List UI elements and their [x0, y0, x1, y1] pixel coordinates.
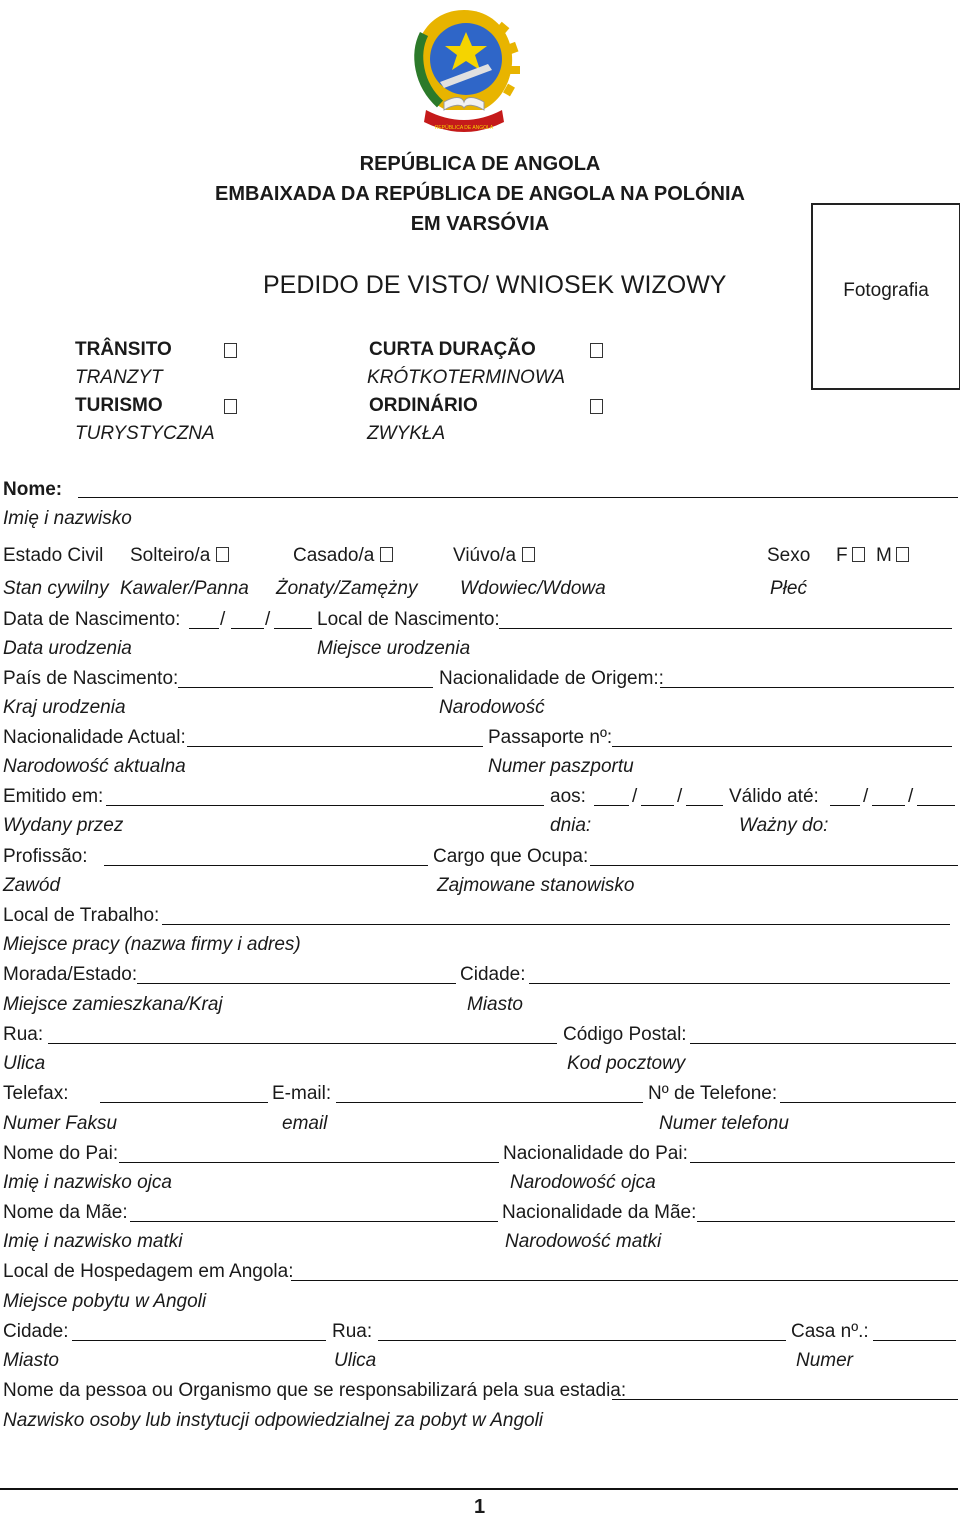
widow-label: Viúvo/a — [453, 545, 517, 566]
profession-label-pl: Zawód — [3, 875, 61, 896]
sex-m-checkbox[interactable] — [896, 547, 909, 562]
cob-label-pl: Kraj urodzenia — [3, 697, 126, 718]
single-option — [130, 545, 229, 567]
email-label: E-mail: — [272, 1083, 332, 1104]
cob-label: País de Nascimento: — [3, 668, 179, 689]
mother-nat-field[interactable] — [697, 1221, 955, 1222]
visa-ordinary-checkbox[interactable] — [590, 399, 603, 414]
dob-month-field[interactable] — [231, 628, 264, 629]
stay-label: Local de Hospedagem em Angola: — [3, 1261, 294, 1282]
stay-street-label: Rua: — [332, 1321, 373, 1342]
postal-label-pl: Kod pocztowy — [567, 1053, 686, 1074]
visa-tourism-label-pl: TURYSTYCZNA — [75, 423, 215, 444]
married-label: Casado/a — [293, 545, 375, 566]
mother-field[interactable] — [130, 1221, 498, 1222]
mother-nat-label-pl: Narodowość matki — [505, 1231, 662, 1252]
passport-field[interactable] — [612, 746, 952, 747]
married-checkbox[interactable] — [380, 547, 393, 562]
workplace-label-pl: Miejsce pracy (nazwa firmy i adres) — [3, 934, 301, 955]
profession-label: Profissão: — [3, 846, 88, 867]
issued-day-field[interactable] — [594, 805, 629, 806]
stay-street-field[interactable] — [378, 1340, 786, 1341]
header-embassy: EMBAIXADA DA REPÚBLICA DE ANGOLA NA POLÓNIA — [215, 183, 745, 205]
photo-box[interactable] — [811, 203, 960, 390]
issued-year-field[interactable] — [686, 805, 723, 806]
name-label: Nome: — [3, 479, 63, 500]
workplace-field[interactable] — [162, 924, 950, 925]
stay-city-label: Cidade: — [3, 1321, 69, 1342]
phone-label-pl: Numer telefonu — [659, 1113, 789, 1134]
name-label-pl: Imię i nazwisko — [3, 508, 132, 529]
sex-m-option — [876, 545, 909, 567]
residence-label-pl: Miejsce zamieszkana/Kraj — [3, 994, 223, 1015]
civil-status-label-pl: Stan cywilny — [3, 578, 109, 599]
passport-label-pl: Numer paszportu — [488, 756, 634, 777]
married-option — [293, 545, 393, 567]
sex-m-label: M — [876, 545, 892, 566]
workplace-label: Local de Trabalho: — [3, 905, 160, 926]
single-label-pl: Kawaler/Panna — [120, 578, 249, 599]
header-republic: REPÚBLICA DE ANGOLA — [359, 153, 601, 175]
mother-nat-label: Nacionalidade da Mãe: — [502, 1202, 697, 1223]
widow-option — [453, 545, 535, 567]
stay-label-pl: Miejsce pobytu w Angoli — [3, 1291, 207, 1312]
mother-label: Nome da Mãe: — [3, 1202, 128, 1223]
page-title-pt: PEDIDO DE VISTO — [263, 271, 483, 299]
nat-origin-field[interactable] — [660, 687, 954, 688]
angola-coat-of-arms-emblem — [406, 4, 522, 142]
stay-city-label-pl: Miasto — [3, 1350, 59, 1371]
responsible-label-pl: Nazwisko osoby lub instytucji odpowiedzialnej za pobyt w Angoli — [3, 1410, 544, 1431]
dob-slash-1: / — [220, 609, 226, 630]
father-nat-label: Nacionalidade do Pai: — [503, 1143, 688, 1164]
page-number: 1 — [474, 1496, 486, 1518]
position-field[interactable] — [590, 865, 958, 866]
married-label-pl: Żonaty/Zamężny — [276, 578, 418, 599]
valid-day-field[interactable] — [830, 805, 860, 806]
single-label: Solteiro/a — [130, 545, 211, 566]
valid-label: Válido até: — [729, 786, 819, 807]
city-label-pl: Miasto — [467, 994, 523, 1015]
profession-field[interactable] — [104, 865, 428, 866]
father-field[interactable] — [119, 1162, 499, 1163]
issued-month-field[interactable] — [641, 805, 674, 806]
page-title — [263, 271, 726, 300]
pob-field[interactable] — [499, 628, 952, 629]
widow-label-pl: Wdowiec/Wdowa — [460, 578, 606, 599]
fax-field[interactable] — [100, 1102, 268, 1103]
issued-slash-2: / — [677, 786, 683, 807]
visa-transit-checkbox[interactable] — [224, 343, 237, 358]
fax-label-pl: Numer Faksu — [3, 1113, 118, 1134]
nat-current-label: Nacionalidade Actual: — [3, 727, 186, 748]
father-label: Nome do Pai: — [3, 1143, 119, 1164]
single-checkbox[interactable] — [216, 547, 229, 562]
city-field[interactable] — [529, 983, 950, 984]
nat-current-label-pl: Narodowość aktualna — [3, 756, 186, 777]
email-field[interactable] — [336, 1102, 643, 1103]
pob-label-pl: Miejsce urodzenia — [317, 638, 471, 659]
valid-slash-1: / — [863, 786, 869, 807]
stay-street-label-pl: Ulica — [334, 1350, 377, 1371]
dob-year-field[interactable] — [274, 628, 312, 629]
valid-month-field[interactable] — [872, 805, 905, 806]
widow-checkbox[interactable] — [522, 547, 535, 562]
phone-label: Nº de Telefone: — [648, 1083, 778, 1104]
position-label-pl: Zajmowane stanowisko — [437, 875, 635, 896]
cob-field[interactable] — [178, 687, 433, 688]
phone-field[interactable] — [780, 1102, 956, 1103]
father-nat-field[interactable] — [690, 1162, 955, 1163]
pob-label: Local de Nascimento: — [317, 609, 500, 630]
issued-label-pl: Wydany przez — [3, 815, 124, 836]
nat-current-field[interactable] — [187, 746, 483, 747]
civil-status-label: Estado Civil — [3, 545, 104, 566]
house-label: Casa nº.: — [791, 1321, 869, 1342]
house-field[interactable] — [873, 1340, 956, 1341]
street-label: Rua: — [3, 1024, 44, 1045]
sex-f-option — [836, 545, 865, 567]
fax-label: Telefax: — [3, 1083, 69, 1104]
position-label: Cargo que Ocupa: — [433, 846, 589, 867]
valid-label-pl: Ważny do: — [739, 815, 829, 836]
sex-label: Sexo — [767, 545, 811, 566]
street-field[interactable] — [48, 1043, 557, 1044]
dob-day-field[interactable] — [189, 628, 219, 629]
visa-short-label-pl: KRÓTKOTERMINOWA — [367, 367, 566, 388]
visa-transit-label: TRÂNSITO — [75, 339, 172, 360]
postal-field[interactable] — [690, 1043, 956, 1044]
residence-field[interactable] — [137, 983, 456, 984]
residence-label: Morada/Estado: — [3, 964, 138, 985]
issued-field[interactable] — [106, 805, 544, 806]
visa-tourism-checkbox[interactable] — [224, 399, 237, 414]
passport-label: Passaporte nº: — [488, 727, 613, 748]
dob-label-pl: Data urodzenia — [3, 638, 132, 659]
issued-on-label: aos: — [550, 786, 586, 807]
street-label-pl: Ulica — [3, 1053, 46, 1074]
sex-f-checkbox[interactable] — [852, 547, 865, 562]
mother-label-pl: Imię i nazwisko matki — [3, 1231, 183, 1252]
visa-tourism-label: TURISMO — [75, 395, 163, 416]
issued-on-label-pl: dnia: — [550, 815, 592, 836]
responsible-field[interactable] — [612, 1399, 958, 1400]
sex-f-label: F — [836, 545, 848, 566]
issued-slash-1: / — [632, 786, 638, 807]
visa-short-label: CURTA DURAÇÃO — [369, 339, 536, 360]
nat-origin-label-pl: Narodowość — [439, 697, 545, 718]
nat-origin-label: Nacionalidade de Origem:: — [439, 668, 664, 689]
emblem-ribbon-text: REPÚBLICA DE ANGOLA — [434, 125, 494, 131]
dob-label: Data de Nascimento: — [3, 609, 181, 630]
visa-short-checkbox[interactable] — [590, 343, 603, 358]
valid-year-field[interactable] — [917, 805, 955, 806]
email-label-pl: email — [282, 1113, 328, 1134]
photo-label: Fotografia — [843, 280, 929, 301]
father-label-pl: Imię i nazwisko ojca — [3, 1172, 172, 1193]
dob-slash-2: / — [265, 609, 271, 630]
sex-label-pl: Płeć — [770, 578, 807, 599]
page-title-pl: / WNIOSEK WIZOWY — [482, 271, 727, 299]
visa-ordinary-label-pl: ZWYKŁA — [367, 423, 446, 444]
issued-label: Emitido em: — [3, 786, 104, 807]
postal-label: Código Postal: — [563, 1024, 687, 1045]
house-label-pl: Numer — [796, 1350, 854, 1371]
visa-transit-label-pl: TRANZYT — [75, 367, 163, 388]
father-nat-label-pl: Narodowość ojca — [510, 1172, 656, 1193]
stay-city-field[interactable] — [72, 1340, 326, 1341]
stay-field[interactable] — [291, 1280, 958, 1281]
footer-divider — [0, 1488, 958, 1490]
valid-slash-2: / — [908, 786, 914, 807]
name-field[interactable] — [78, 497, 958, 498]
header-city: EM VARSÓVIA — [410, 213, 550, 235]
visa-ordinary-label: ORDINÁRIO — [369, 395, 478, 416]
city-label: Cidade: — [460, 964, 526, 985]
responsible-label: Nome da pessoa ou Organismo que se responsabilizará pela sua estadia: — [3, 1380, 627, 1401]
